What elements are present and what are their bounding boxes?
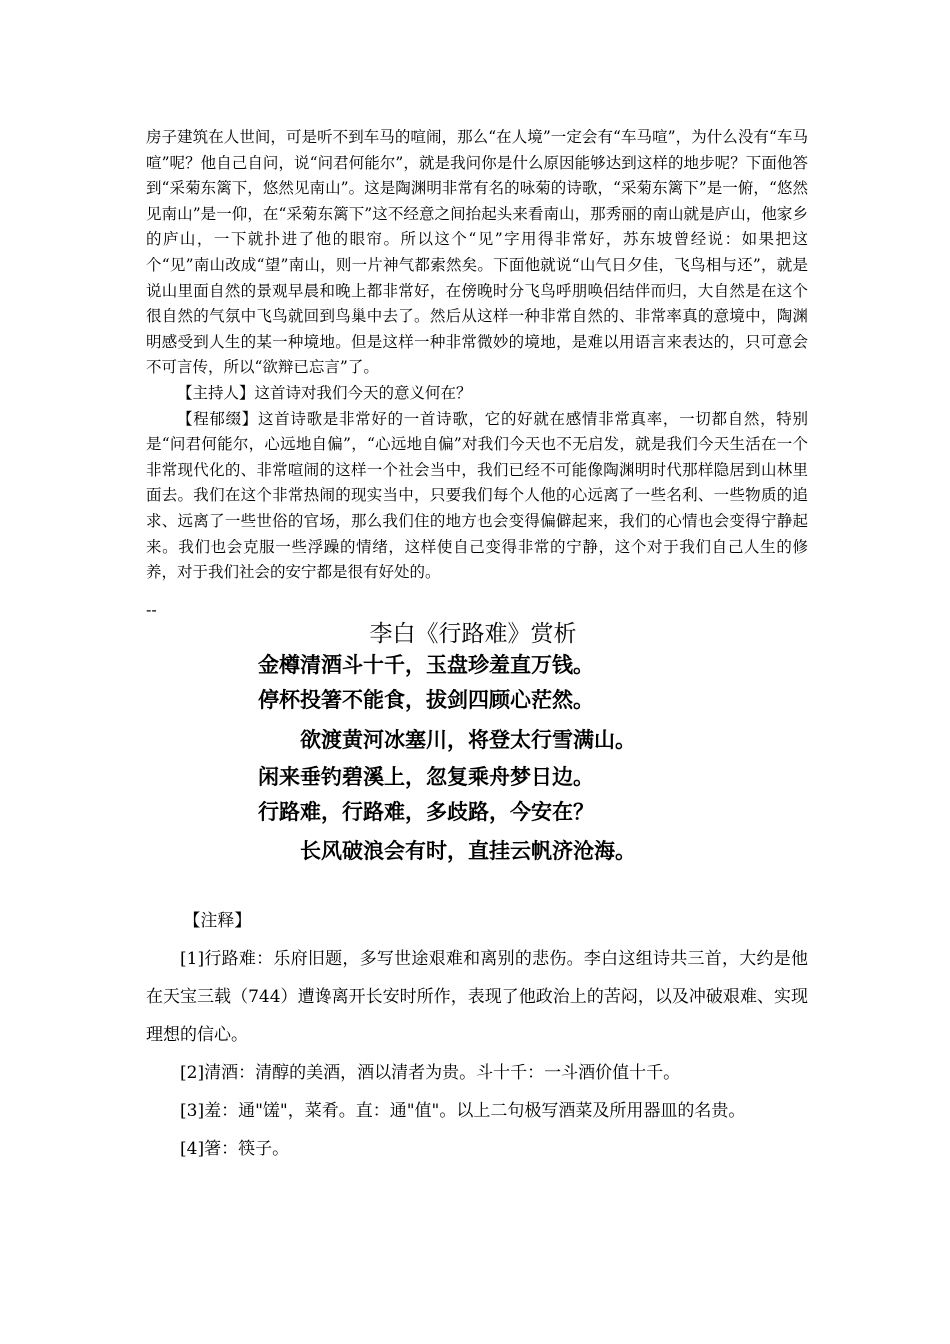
poem-line: 行路难，行路难，多歧路，今安在？ bbox=[258, 800, 594, 824]
poem-title-text: 李白《行路难》赏析 bbox=[369, 621, 577, 647]
poem-line: 闲来垂钓碧溪上，忽复乘舟梦日边。 bbox=[258, 765, 594, 789]
poem-line: 停杯投箸不能食，拔剑四顾心茫然。 bbox=[258, 688, 594, 712]
annotation-item: [3]羞：通"馐"，菜肴。直：通"值"。以上二句极写酒菜及所用器皿的名贵。 bbox=[180, 1101, 746, 1121]
poem-line: 长风破浪会有时，直挂云帆济沧海。 bbox=[300, 839, 636, 863]
host-question: 【主持人】这首诗对我们今天的意义何在？ bbox=[177, 383, 472, 402]
poem-line: 欲渡黄河冰塞川，将登太行雪满山。 bbox=[300, 728, 636, 752]
essay-body bbox=[146, 125, 808, 586]
annotation-item: [4]箸：筷子。 bbox=[180, 1139, 290, 1159]
guest-answer: 【程郁缀】这首诗歌是非常好的一首诗歌，它的好就在感情非常真率，一切都自然，特别是“问君何能尔，心远地自偏”，“心远地自偏”对我们今天也不无启发，就是我们今天生活在一个非常现代化的、非常喧闹的这样一个社会当中，我们已经不可能像陶渊明时代那样隐居到山林里面去。我们在这个非常热闹的现实当中，只要我们每个人他的心远离了一些名利、一些物质的追求、远离了一些世俗的官场，那么我们住的地方也会变得偏僻起来，我们的心情也会变得宁静起来。我们也会克服一些浮躁的情绪，这样使自己变得非常的宁静，这个对于我们自己人生的修养，对于我们社会的安宁都是很有好处的。 bbox=[146, 409, 808, 582]
poem-line: 金樽清酒斗十千，玉盘珍羞直万钱。 bbox=[258, 653, 594, 677]
section-separator: -- bbox=[146, 601, 157, 619]
annotations-heading: 【注释】 bbox=[183, 911, 252, 931]
poem-title bbox=[0, 618, 950, 650]
annotations bbox=[146, 902, 808, 1168]
essay-paragraph: 房子建筑在人世间，可是听不到车马的喧闹，那么“在人境”一定会有“车马喧”，为什么没有“车马喧”呢？他自己自问，说“问君何能尔”，就是我问你是什么原因能够达到这样的地步呢？下面他答到“采菊东篱下，悠然见南山”。这是陶渊明非常有名的咏菊的诗歌，“采菊东篱下”是一俯，“悠然见南山”是一仰，在“采菊东篱下”这不经意之间抬起头来看南山，那秀丽的南山就是庐山，他家乡的庐山，一下就扑进了他的眼帘。所以这个“见”字用得非常好，苏东坡曾经说：如果把这个“见”南山改成“望”南山，则一片神气都索然矣。下面他就说“山气日夕佳，飞鸟相与还”，就是说山里面自然的景观早晨和晚上都非常好，在傍晚时分飞鸟呼朋唤侣结伴而归，大自然是在这个很自然的气氛中飞鸟就回到鸟巢中去了。然后从这样一种非常自然的、非常率真的意境中，陶渊明感受到人生的某一种境地。但是这样一种非常微妙的境地，是难以用语言来表达的，只可意会不可言传，所以“欲辩已忘言”了。 bbox=[146, 128, 808, 377]
annotation-item: [2]清酒：清醇的美酒，酒以清者为贵。斗十千：一斗酒价值十千。 bbox=[180, 1063, 681, 1083]
annotation-item: [1]行路难：乐府旧题，多写世途艰难和离别的悲伤。李白这组诗共三首，大约是他在天宝三载（744）遭谗离开长安时所作，表现了他政治上的苦闷，以及冲破艰难、实现理想的信心。 bbox=[146, 949, 808, 1045]
